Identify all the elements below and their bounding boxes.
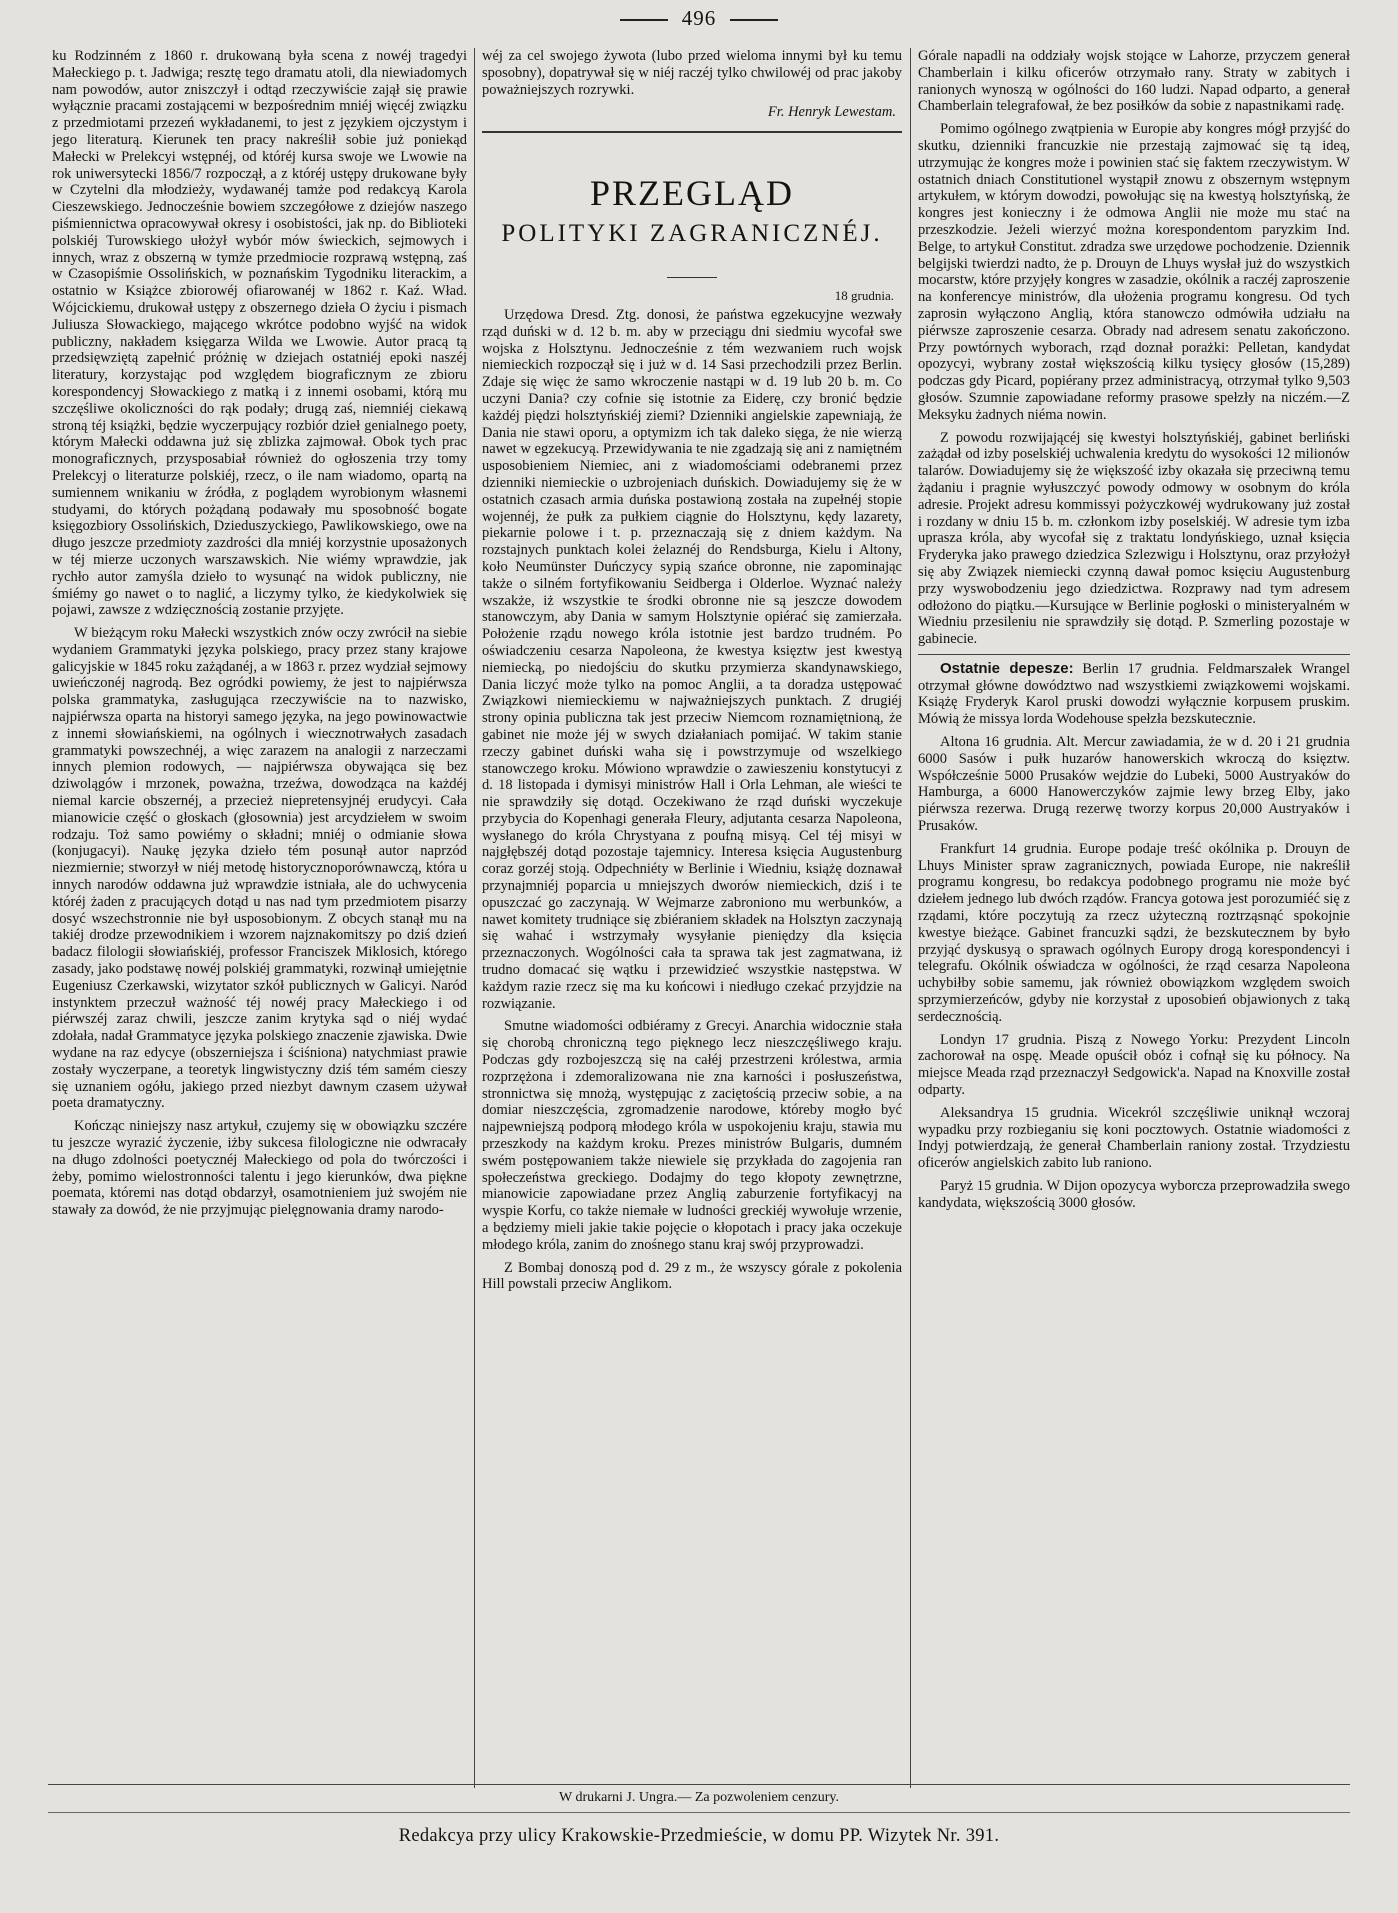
paragraph: wéj za cel swojego żywota (lubo przed wieloma innymi był ku temu sposobny), dopatrywał się w niéj raczéj tylko chwilowéj od prac jakoby poważniejszych rozrywki.	[482, 48, 902, 98]
footer-rule	[48, 1784, 1350, 1785]
page-number: 496	[0, 6, 1398, 31]
column-1	[52, 48, 467, 1786]
column-rule	[474, 48, 475, 1788]
paragraph: Z Bombaj donoszą pod d. 29 z m., że wszyscy górale z pokolenia Hill powstali przeciw Anglikom.	[482, 1259, 902, 1293]
section-divider	[482, 131, 902, 133]
dispatch-paragraph	[918, 661, 1350, 728]
paragraph: Pomimo ogólnego zwątpienia w Europie aby kongres mógł przyjść do skutku, dzienniki francuzkie nie przestają zajmować się tą ideą, utrzymując że kongres może i powinien stać się faktem rzeczywistym. W ostatnich dniach Constitutionel wystąpił znowu z obszernym wstępnym artykułem, w którym dowodzi, powołując się na kwestyą holsztyńską, że kongres jest konieczny i że odmowa Anglii nie może mu stać na przeszkodzie. Jeżeli wierzyć można korespondentom paryzkim Ind. Belge, to artykuł Constitut. zdradza swe urzędowe pochodzenie. Dziennik belgijski twierdzi nadto, że p. Drouyn de Lhuys wysłał już do wszystkich mocarstw, które przyjęły kongres w zasadzie, okólnik a raczéj zaproszenie na konferencye ministrów, dla ułożenia programu kongresu. Od tych zaprosin wyłączono Anglią, która stanowczo odmówiła udziału na piérwsze zaproszenie cesarza. Obrady nad adresem senatu zakończono. Przy powtórnych wyborach, rząd doznał porażki: Pelletan, kandydat opozycyi, wybrany został większością kilku tysięcy głosów (15,289) podczas gdy Picard, popiérany przez administracyą, otrzymał tylko 9,503 głosów. Szumnie zapowiadane reformy prasowe spełzły na niczém.—Z Meksyku żadnych niéma nowin.	[918, 121, 1350, 423]
paragraph: Paryż 15 grudnia. W Dijon opozycya wyborcza przeprowadziła swego kandydata, większością 3000 głosów.	[918, 1178, 1350, 1211]
section-heading: PRZEGLĄD	[590, 173, 794, 214]
column-rule	[910, 48, 911, 1788]
dispatch-text: Berlin 17 grudnia. Feldmarszałek Wrangel otrzymał główne dowództwo nad wszystkiemi związkowemi wojskami. Książę Fryderyk Karol pruski dowodzi wyłącznie korpusem pruskim. Mówią że missya lorda Wodehouse spełzła bezskutecznie.	[918, 660, 1350, 728]
paragraph: Londyn 17 grudnia. Piszą z Nowego Yorku: Prezydent Lincoln zachorował na ospę. Meade opuścił obóz i cofnął się ku północy. Na miejsce Meada rząd przeznaczył Sedgowick'a. Napad na Knoxville został odparty.	[918, 1031, 1350, 1099]
column-2	[482, 48, 902, 1786]
heading-divider	[667, 277, 717, 278]
editorial-address: Redakcya przy ulicy Krakowskie-Przedmieście, w domu PP. Wizytek Nr. 391.	[398, 1826, 1000, 1846]
printer-imprint: W drukarni J. Ungra.— Za pozwoleniem cenzury.	[559, 1790, 839, 1805]
dateline: 18 grudnia.	[834, 288, 894, 304]
section-divider	[918, 654, 1350, 655]
paragraph: Smutne wiadomości odbiéramy z Grecyi. Anarchia widocznie stała się chorobą chroniczną tego pięknego lecz nieszczęśliwego kraju. Podczas gdy rozbojeszczą się na całéj przestrzeni królestwa, armia rozprzężona i zdemoralizowana nie zna karności i posłuszeństwa, stronnictwa się mnożą, występując z zaciętością przeciw sobie, a na domiar nieszczęścia, zgromadzenie narodowe, któreby mogło być najpewniejszą podporą młodego króla w uspokojeniu kraju, stawia mu przeszkody na każdym kroku. Prezes ministrów Bulgaris, dumném swém postępowaniem także niewiele się przykłada do zagojenia ran społeczeństwa greckiego. Dodajmy do tego kłopoty zewnętrzne, mianowicie zapowiadane przez Anglią zaburzenie fortyfikacyj na wyspie Korfu, co także niemałe w ludności greckiéj wywołuje wrzenie, a będziemy mieli jakie takie pojęcie o kłopotach i pracy jaka oczekuje młodego króla, zanim do znośnego stanu kraj swój przyprowadzi.	[482, 1018, 902, 1253]
paragraph: W bieżącym roku Małecki wszystkich znów oczy zwrócił na siebie wydaniem Grammatyki języka polskiego, pracy przez stany krajowe galicyjskie w 1845 roku zażądanéj, a w 1863 r. przez wydział sejmowy uwieńczonéj nagrodą. Bez ogródki powiemy, że jest to najpiérwsza polska grammatyka, zasługująca rzeczywiście na to nazwisko, najpiérwsza oparta na historyi samego języka, na jego powinowactwie z innemi słowiańskiemi, na ogólnych i wiecznotrwałych zasadach grammatyki powszechnéj, a więc zarazem na analogii z narzeczami innych plemion rodowych, — najpiérwsza obywająca się bez dziwolągów i mrzonek, poważna, trzeźwa, dowodząca na każdéj niemal karcie obszernéj, a przecież niepretensyjnéj erudycyi. Cała mianowicie część o głoskach (głosownia) jest arcydziełem w swoim rodzaju. Toż samo powiémy o składni; mniéj o odmianie słowa (konjugacyi). Naukę języka dzieło tém posunął autor naprzód niezmiernie; stworzył w niéj metodę historycznoporównawczą, która u innych narodów oddawna już wprawdzie istniała, ale do uchwycenia któréj żaden z pracujących dotąd u nas nad tym przedmiotem pisarzy dosyć wszechstronnie nie był usposobionym. Z obcych stanął mu na takiéj drodze przewodnikiem i wzorem najznakomitszy po dziś dzień badacz filologii słowiańskiéj, professor Franciszek Miklosich, którego zasady, jako podstawę nowéj polskiéj grammatyki, rozwinął umiejętnie Eugeniusz Czerkawski, wizytator szkół publicznych w Galicyi. Naród instynktem przeczuł ważność téj nowéj pracy Małeckiego i od piérwszéj zaraz chwili, jeszcze zanim krytyka sąd o niéj wydać zdołała, nadał Grammatyce języka polskiego znaczenie zjawiska. Dwie wydane na raz edycye (obszerniejsza i ściśniona) natychmiast prawie zostały wyczerpane, a teoretyk lingwistyczny dziś tém samém cieszy się uznaniem ogółu, jakiego przed niezbyt dawnym czasem używał poeta dramatyczny.	[52, 625, 467, 1112]
paragraph: Kończąc niniejszy nasz artykuł, czujemy się w obowiązku szczére tu jeszcze wyrazić życzenie, iżby sukcesa filologiczne nie odwracały na długo zdolności poetycznéj Małeckiego od pola do twórczości i żeby, pomimo wielostronności talentu i jego kierunków, dwa piękne poemata, któremi nas dotąd obdarzył, osamotnieniem już swojém nie stawały za dowód, że nie przyjmując pielęgnowania dramy narodo-	[52, 1118, 467, 1219]
column-3	[918, 48, 1350, 1786]
author-signature: Fr. Henryk Lewestam.	[767, 104, 896, 121]
section-subheading: POLITYKI ZAGRANICZNÉJ.	[501, 220, 883, 248]
paragraph: Aleksandrya 15 grudnia. Wicekról szczęśliwie uniknął wczoraj wypadku przy rozbieganiu się koni pocztowych. Ostatnie wiadomości z Indyj potwierdzają, że generał Chamberlain raniony został. Trzydziestu oficerów angielskich zabito lub raniono.	[918, 1104, 1350, 1172]
footer-rule	[48, 1812, 1350, 1813]
paragraph: Urzędowa Dresd. Ztg. donosi, że państwa egzekucyjne wezwały rząd duński w d. 12 b. m. aby w przeciągu dni siedmiu wycofał swe wojska z Holsztynu. Jednocześnie z tém wezwaniem ruch wojsk niemieckich rozpoczął się i już w d. 14 Sasi przechodzili przez Berlin. Zdaje się więc że samo wkroczenie nastąpi w d. 19 lub 20 b. m. Co uczyni Dania? czy cofnie się istotnie za Eiderę, czy bronić będzie każdéj piędzi holsztyńskiéj ziemi? Dzienniki angielskie zapewniają, że Dania nie stawi oporu, a optymizm ich tak daleko sięga, że nie wierzą nawet w egzekucyą. Przewidywania te nie zgadzają się ani z namiętném usposobieniem Niemiec, ani z wiadomościami odebranemi przez dzienniki niemieckie o uzbrojeniach duńskich. Dowiadujemy się że w ostatnich czasach armia duńska postawioną została na zupełnéj stopie wojennéj, że pułk za pułkiem ciągnie do Holsztynu, kędy lazarety, piekarnie polowe i t. p. przeznaczają się z dniem każdym. Na rozstajnych punktach kolei żelaznéj do Rendsburga, Kielu i Altony, koło Neumünster Duńczycy sypią szańce obronne, nie zapominając także o silném fortyfikowaniu Seidberga i Olderloe. Wyznać należy wszakże, iż wszystkie te środki obronne nie są jeszcze dowodem stanowczym, aby Dania w samym Holsztynie opiérać się zamierzała. Położenie rządu nowego króla istotnie jest bardzo trudném. Po oświadczeniu cesarza Napoleona, że kwestya księztw jest kwestyą niemiecką, po niedojściu do skutku przymierza skandynawskiego, Dania liczyć może tylko na pomoc Anglii, a ta doradza ustępować Związkowi niemieckiemu w najważniejszych punktach. Z drugiéj strony opinia publiczna tak jest przeciw Niemcom roznamiętnioną, że gabinet nie może jéj w swych działaniach pomijać. W takim stanie rzeczy gabinet duński waha się i powstrzymuje od wszelkiego stanowczego kroku. Mówiono wprawdzie o zawieszeniu konstytucyi z d. 18 listopada i dymisyi ministrów Hall i Orla Lehman, ale wieści te nie sprawdziły się dotąd. Oczekiwano że rząd duński wyczekuje przybycia do Kopenhagi generała Fleury, adjutanta cesarza Napoleona, wysłanego do króla Chrystyana z poufną misyą. Cel téj misyi w najgłębszéj dotąd pozostaje tajemnicy. Interesa księcia Augustenburg coraz gorzéj stoją. Odpechniéty w Berlinie i Wiedniu, książę doznawał przynajmniéj poparcia u mniejszych dworów niemieckich, dziś i te opuszczać go zaczynają. W Wejmarze zabroniono mu werbunków, a nawet komitety trudniące się zbiéraniem składek na Holsztyn zaczynają się wahać i wstrzymały wysyłanie pieniędzy dla księcia przeznaczonych. Wogólności cała ta sprawa tak jest zagmatwana, iż trudno domacać się wątku i przewidzieć wszystkie następstwa. W każdym razie rzecz się ma ku końcowi i niedługo czekać przyjdzie na rozwiązanie.	[482, 306, 902, 1012]
paragraph: ku Rodzinném z 1860 r. drukowaną była scena z nowéj tragedyi Małeckiego p. t. Jadwiga; resztę tego dramatu atoli, dla niewiadomych nam powodów, autor zniszczył i odtąd rzeczywiście zajął się prawie wyłącznie pracami zostającemi w bezpośrednim mniéj więcéj związku z przedmiotami przezeń wykładanemi, to jest z językiem ojczystym i jego literaturą. Kierunek ten pracy nakreślił sobie już poniekąd Małecki w Prelekcyi wstępnéj, od któréj kursa swoje we Lwowie na rok uniwersytecki 1856/7 rozpoczął, a z któréj ustępy drukowane były w Czytelni dla młodzieży, wydawanéj tamże pod redakcyą Karola Cieszewskiego. Jednocześnie bowiem szczegółowe z dziejów naszego piśmiennictwa opracowywał okresy i osobistości, jak np. do Biblioteki polskiéj Turowskiego ułożył wybór mów świeckich, sejmowych i innych, wraz z obszerną w tymże przedmiocie rozprawą wstępną, zaś w Czasopiśmie Ossolińskich, w poznańskim Tygodniku literackim, a ostatnio w Książce zbiorowéj ofiarowanéj w 1862 r. Kaź. Wład. Wójcickiemu, drukował ustępy z obszernego dzieła O życiu i pismach Juliusza Słowackiego, mającego wkrótce podobno wyjść na widok publiczny, nakładem księgarza Wilda we Lwowie. Autor pracą tą przedsięwziętą zapełnić próżnię w dziejach ostatniéj epoki naszéj literatury, korzystając pod względem biograficznym ze zbioru korespondencyj Słowackiego z matką i z innemi osobami, którą mu szczęśliwe okoliczności do rąk podały; drugą zaś, niemniéj ciekawą stroną téj książki, będzie wyczerpujący rozbiór dzieł genialnego poety, którym Małecki oddawna już się zblizka zajmował. Obok tych prac monograficznych, przysposabiał również do ogłoszenia trzy tomy Prelekcyj o literaturze polskiéj, rzecz, o ile nam wiadomo, opartą na sumiennem wnikaniu w źródła, z poglądem wyrobionym własnemi studyami, do których pożądaną podawały mu sposobność bogate księgozbiory Ossolińskich, Dzieduszyckiego, Pawlikowskiego, owe na długo jeszcze przedmioty zazdrości dla mniéj korzystnie uposażonych w téj mierze uczonych warszawskich. Nie wiémy wprawdzie, jak rychło autor zamyśla dzieło to wysunąć na widok publiczny, nie śmiémy go nawet o to naglić, a liczymy tylko, że kiedykolwiek się pojawi, zawsze z wdzięcznością zostanie przyjęte.	[52, 48, 467, 619]
paragraph: Z powodu rozwijającéj się kwestyi holsztyńskiéj, gabinet berliński zażądał od izby poselskiéj uchwalenia kredytu do wysokości 12 milionów talarów. Dowiadujemy się że większość izby okazała się przeciwną temu żądaniu i pragnie wyłuszczyć powody odmowy w osobnym do króla adresie. Projekt adresu kommissyi pożyczkowéj wydrukowany już został i rozdany w dniu 15 b. m. członkom izby poselskiéj. W adresie tym izba uprasza króla, aby wycofał się z traktatu londyńskiego, uznał księcia Fryderyka jako prawego dziedzica Szlezwigu i Holsztynu, oraz przyłożył się aby Związek niemiecki czynną dawał pomoc księciu Augustenburg przy wyswobodzeniu jego dziedzictwa. Rozprawy nad tym adresem odłożono do piątku.—Kursujące w Berlinie pogłoski o ministeryalném w Wiedniu przesileniu nie sprawdziły się dotąd. P. Szmerling pozostaje w gabinecie.	[918, 429, 1350, 648]
paragraph: Górale napadli na oddziały wojsk stojące w Lahorze, przyczem generał Chamberlain i kilku oficerów otrzymało rany. Straty w zabitych i ranionych wynoszą w ogólności do 160 ludzi. Napad odparto, a generał Chamberlain telegrafował, że bez posiłków da sobie z napastnikami radę.	[918, 48, 1350, 115]
paragraph: Altona 16 grudnia. Alt. Mercur zawiadamia, że w d. 20 i 21 grudnia 6000 Sasów i pułk huzarów hanowerskich wkroczą do księztw. Współcześnie 5000 Prusaków wejdzie do Lubeki, 5000 Austryaków do Hamburga, a 6000 Hanowerczyków zajmie lewy brzeg Elby, jako piérwsza rezerwa. Drugą rezerwę tworzy korpus 20,000 Austryaków i Prusaków.	[918, 734, 1350, 835]
paragraph: Frankfurt 14 grudnia. Europe podaje treść okólnika p. Drouyn de Lhuys Minister spraw zagranicznych, powiada Europe, nie nakreślił programu kongresu, bo redakcya podobnego programu nie może być dziełem jednego lub dwóch rządów. Francya gotowa jest porozumiéć się z rządami, które poczytują za rzecz użyteczną roztrząsnąć spokojnie kwestye bieżące. Gabinet francuzki sądzi, że bezskutecznem by było przyjąć dyskusyą o sprawach ogólnych Europy drogą korespondencyi i telegrafu. Okólnik oświadcza w ogólności, że rząd cesarza Napoleona uchybiłby sobie samemu, jak również obowiązkom względem swoich sprzymierzeńców, gdyby nie korzystał z uposobień objawionych z taką serdecznością.	[918, 840, 1350, 1025]
dispatches-label: Ostatnie depesze:	[940, 659, 1074, 677]
